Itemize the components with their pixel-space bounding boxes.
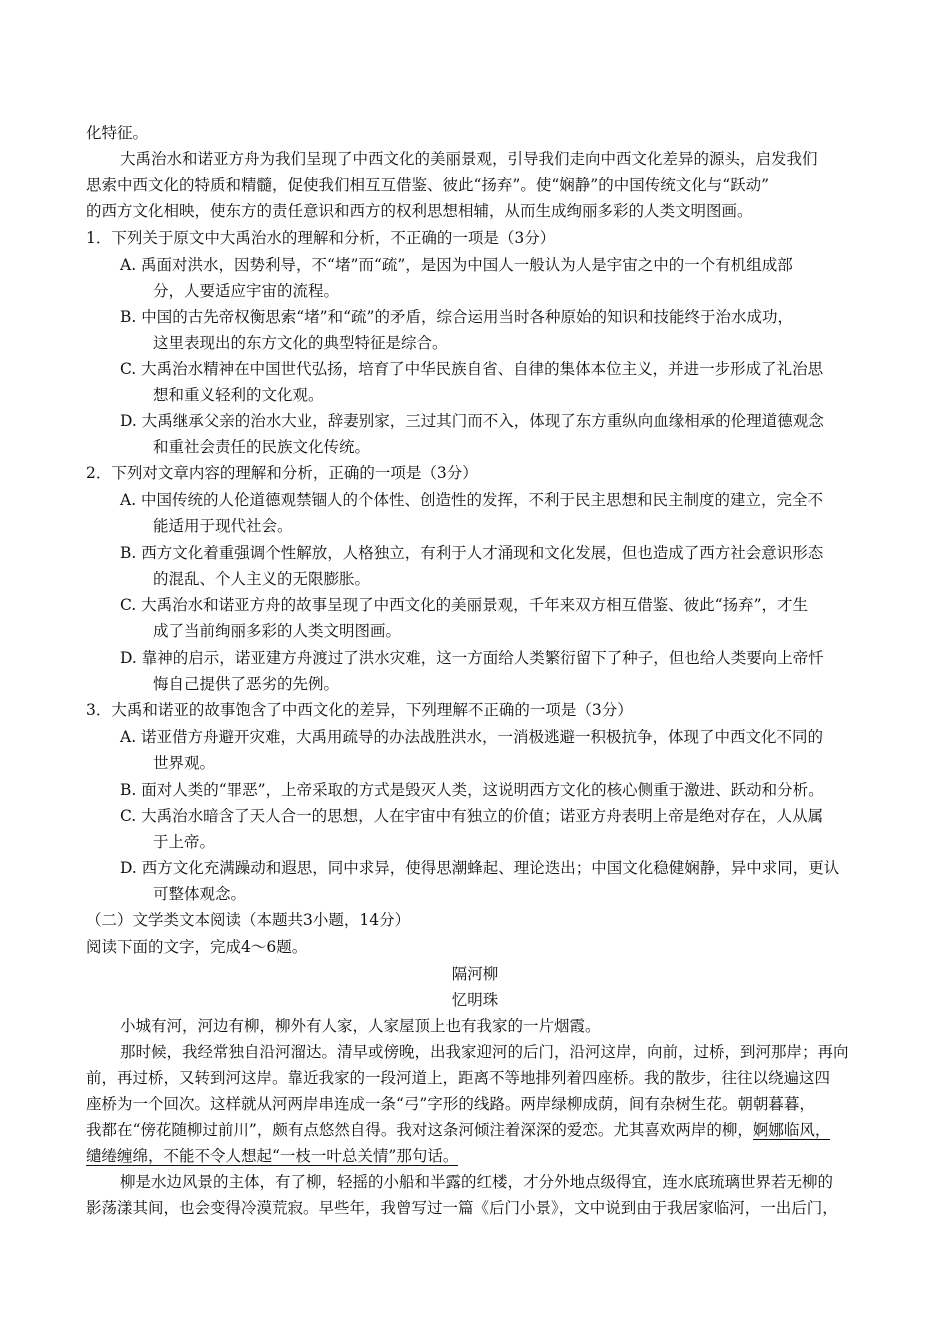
option-a: A. 禹面对洪水，因势利导，不“堵”而“疏”，是因为中国人一般认为人是宇宙之中的一个有机组成部 <box>120 256 793 274</box>
option-continuation: 于上帝。 <box>153 833 216 851</box>
paragraph-line: 小城有河，河边有柳，柳外有人家，人家屋顶上也有我家的一片烟霞。 <box>120 1017 601 1035</box>
question-3: 3．大禹和诺亚的故事饱含了中西文化的差异，下列理解不正确的一项是（3分） <box>86 701 633 719</box>
text-line: 化特征。 <box>86 124 149 142</box>
section-heading: （二）文学类文本阅读（本题共3小题，14分） <box>86 911 411 929</box>
option-continuation: 悔自己提供了恶劣的先例。 <box>153 675 340 693</box>
underlined-text: 婀娜临风， <box>752 1121 831 1139</box>
text-line: 的西方文化相映，使东方的责任意识和西方的权利思想相辅，从而生成绚丽多彩的人类文明图画。 <box>86 202 753 220</box>
question-1: 1．下列关于原文中大禹治水的理解和分析，不正确的一项是（3分） <box>86 229 556 247</box>
underlined-text: 缱绻缠绵，不能不令人想起“一枝一叶总关情”那句话。 <box>86 1147 459 1165</box>
option-c: C. 大禹治水和诺亚方舟的故事呈现了中西文化的美丽景观，千年来双方相互借鉴、彼此“扬弃”，才生 <box>120 596 809 614</box>
option-b: B. 面对人类的“罪恶”，上帝采取的方式是毁灭人类，这说明西方文化的核心侧重于激进、跃动和分析。 <box>120 781 824 799</box>
paragraph-line: 那时候，我经常独自沿河溜达。清早或傍晚，出我家迎河的后门，沿河这岸，向前，过桥，到河那岸；再向 <box>120 1043 849 1061</box>
option-continuation: 想和重义轻利的文化观。 <box>153 386 324 404</box>
option-continuation: 可整体观念。 <box>153 885 247 903</box>
paragraph-line: 前，再过桥，又转到河这岸。靠近我家的一段河道上，距离不等地排列着四座桥。我的散步，往往以绕遍这四 <box>86 1069 831 1087</box>
paragraph-line: 座桥为一个回次。这样就从河两岸串连成一条“弓”字形的线路。两岸绿柳成荫，间有杂树生花。朝朝暮暮， <box>86 1095 815 1113</box>
question-2: 2．下列对文章内容的理解和分析，正确的一项是（3分） <box>86 464 478 482</box>
option-continuation: 和重社会责任的民族文化传统。 <box>153 438 371 456</box>
option-continuation: 世界观。 <box>153 754 216 772</box>
option-continuation: 能适用于现代社会。 <box>153 517 293 535</box>
option-a: A. 中国传统的人伦道德观禁锢人的个体性、创造性的发挥，不利于民主思想和民主制度的建立，完全不 <box>120 491 824 509</box>
option-continuation: 这里表现出的东方文化的典型特征是综合。 <box>153 334 448 352</box>
option-d: D. 西方文化充满躁动和遐思，同中求异，使得思潮蜂起、理论迭出；中国文化稳健娴静，异中求同，更认 <box>120 859 840 877</box>
option-c: C. 大禹治水精神在中国世代弘扬，培育了中华民族自省、自律的集体本位主义，并进一步形成了礼治思 <box>120 360 824 378</box>
option-continuation: 成了当前绚丽多彩的人类文明图画。 <box>153 622 402 640</box>
instruction-text: 阅读下面的文字，完成4～6题。 <box>86 938 308 956</box>
text-line: 思索中西文化的特质和精髓，促使我们相互互借鉴、彼此“扬弃”。使“娴静”的中国传统文化与“跃动” <box>86 176 770 194</box>
text-line: 大禹治水和诺亚方舟为我们呈现了中西文化的美丽景观，引导我们走向中西文化差异的源头，启发我们 <box>120 150 818 168</box>
article-title: 隔河柳 <box>451 965 499 983</box>
option-d: D. 大禹继承父亲的治水大业，辞妻别家，三过其门而不入，体现了东方重纵向血缘相承的伦理道德观念 <box>120 412 824 430</box>
article-author: 忆明珠 <box>451 991 499 1009</box>
option-b: B. 中国的古先帝权衡思索“堵”和“疏”的矛盾，综合运用当时各种原始的知识和技能终于治水成功， <box>120 308 793 326</box>
option-a: A. 诺亚借方舟避开灾难，大禹用疏导的办法战胜洪水，一消极逃避一积极抗争，体现了中西文化不同的 <box>120 728 824 746</box>
option-c: C. 大禹治水暗含了天人合一的思想，人在宇宙中有独立的价值；诺亚方舟表明上帝是绝对存在，人从属 <box>120 807 824 825</box>
paragraph-line: 柳是水边风景的主体，有了柳，轻摇的小船和半露的红楼，才分外地点级得宜，连水底琉璃世界若无柳的 <box>120 1173 834 1191</box>
paragraph-text: 我都在“傍花随柳过前川”，颇有点悠然自得。我对这条河倾注着深深的爱恋。尤其喜欢两岸的柳， <box>86 1121 753 1139</box>
option-d: D. 靠神的启示，诺亚建方舟渡过了洪水灾难，这一方面给人类繁衍留下了种子，但也给人类要向上帝忏 <box>120 649 824 667</box>
paragraph-line <box>86 1120 830 1140</box>
paragraph-line <box>86 1146 458 1166</box>
paragraph-line: 影荡漾其间，也会变得冷漠荒寂。早些年，我曾写过一篇《后门小景》，文中说到由于我居家临河，一出后门， <box>86 1199 838 1217</box>
option-continuation: 的混乱、个人主义的无限膨胀。 <box>153 570 371 588</box>
option-b: B. 西方文化着重强调个性解放，人格独立，有利于人才涌现和文化发展，但也造成了西方社会意识形态 <box>120 544 824 562</box>
option-continuation: 分，人要适应宇宙的流程。 <box>153 282 340 300</box>
